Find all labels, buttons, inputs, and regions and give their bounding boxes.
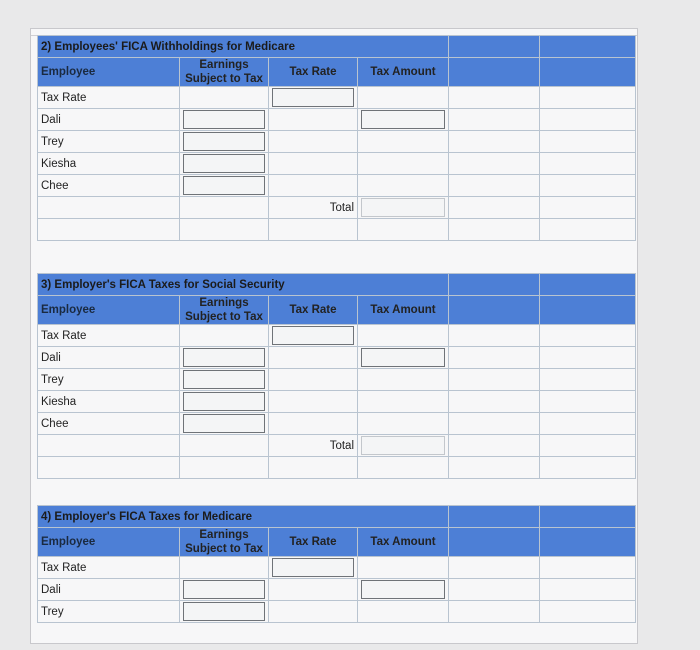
tax-amount-input[interactable]	[358, 347, 449, 369]
header-tax-rate: Tax Rate	[269, 528, 358, 557]
tax-amount-input[interactable]	[358, 109, 449, 131]
row-label: Tax Rate	[38, 325, 180, 347]
row-label: Dali	[38, 579, 180, 601]
header-earnings: Earnings Subject to Tax	[180, 58, 269, 87]
earnings-input[interactable]	[180, 109, 269, 131]
total-label: Total	[269, 435, 358, 457]
header-tax-amount: Tax Amount	[358, 528, 449, 557]
header-employee: Employee	[38, 296, 180, 325]
row-label: Kiesha	[38, 153, 180, 175]
row-label: Kiesha	[38, 391, 180, 413]
tax-rate-input[interactable]	[269, 557, 358, 579]
header-tax-rate: Tax Rate	[269, 296, 358, 325]
section-title: 2) Employees' FICA Withholdings for Medicare	[38, 36, 449, 58]
earnings-input[interactable]	[180, 131, 269, 153]
row-label: Chee	[38, 175, 180, 197]
row-label: Dali	[38, 347, 180, 369]
earnings-input[interactable]	[180, 579, 269, 601]
row-label: Trey	[38, 601, 180, 623]
row-label: Chee	[38, 413, 180, 435]
total-label: Total	[269, 197, 358, 219]
header-earnings: Earnings Subject to Tax	[180, 528, 269, 557]
section-title: 4) Employer's FICA Taxes for Medicare	[38, 506, 449, 528]
tax-rate-input[interactable]	[269, 87, 358, 109]
row-label: Dali	[38, 109, 180, 131]
row-label: Tax Rate	[38, 557, 180, 579]
earnings-input[interactable]	[180, 153, 269, 175]
header-tax-amount: Tax Amount	[358, 296, 449, 325]
section-social-security-employer	[37, 273, 635, 479]
section-medicare-employees	[37, 35, 635, 241]
worksheet-page	[30, 28, 638, 644]
tax-amount-input[interactable]	[358, 579, 449, 601]
header-tax-rate: Tax Rate	[269, 58, 358, 87]
earnings-input[interactable]	[180, 391, 269, 413]
header-earnings: Earnings Subject to Tax	[180, 296, 269, 325]
total-input[interactable]	[358, 435, 449, 457]
row-label: Trey	[38, 131, 180, 153]
header-employee: Employee	[38, 528, 180, 557]
earnings-input[interactable]	[180, 413, 269, 435]
tax-rate-input[interactable]	[269, 325, 358, 347]
row-label: Tax Rate	[38, 87, 180, 109]
earnings-input[interactable]	[180, 601, 269, 623]
total-input[interactable]	[358, 197, 449, 219]
section-title: 3) Employer's FICA Taxes for Social Security	[38, 274, 449, 296]
earnings-input[interactable]	[180, 175, 269, 197]
earnings-input[interactable]	[180, 347, 269, 369]
row-label: Trey	[38, 369, 180, 391]
section-medicare-employer	[37, 505, 635, 623]
earnings-input[interactable]	[180, 369, 269, 391]
header-tax-amount: Tax Amount	[358, 58, 449, 87]
header-employee: Employee	[38, 58, 180, 87]
